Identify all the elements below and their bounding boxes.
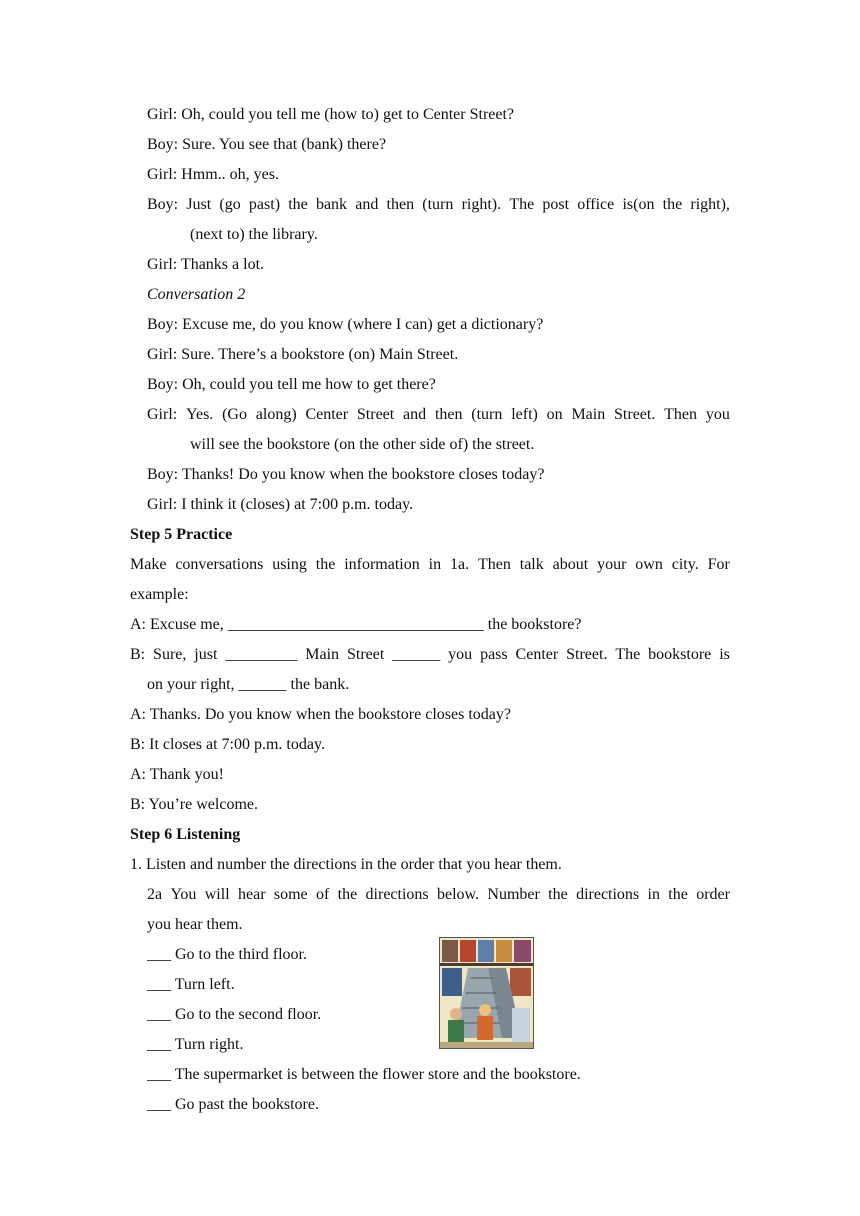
direction-6: ___ Go past the bookstore. (147, 1096, 319, 1113)
step6-item-2a-cont: you hear them. (147, 916, 243, 933)
step5-line-b3: B: You’re welcome. (130, 796, 258, 813)
step5-line-a3: A: Thank you! (130, 766, 224, 783)
direction-4: ___ Turn right. (147, 1036, 244, 1053)
conv1-line-4-word: and (355, 196, 379, 213)
step5-line-b1-word: you (448, 646, 473, 663)
conv1-line-4-word: is(on (622, 196, 655, 213)
direction-5: ___ The supermarket is between the flower store and the bookstore. (147, 1066, 581, 1083)
step6-item-2a-word: directions (576, 886, 640, 903)
step6-item-2a-word: directions (365, 886, 429, 903)
step5-line-b1-word: ______ (392, 646, 441, 663)
conv2-line-2: Girl: Sure. There’s a bookstore (on) Main Street. (147, 346, 459, 363)
step5-instructions-word: using (272, 556, 307, 573)
step-6-title: Step 6 Listening (130, 826, 241, 843)
step5-instructions-word: in (428, 556, 442, 573)
conv1-line-4-word: office (577, 196, 615, 213)
conv2-line-4-word: Yes. (186, 406, 214, 423)
step5-instructions-word: 1a. (449, 556, 470, 573)
conv2-line-1: Boy: Excuse me, do you know (where I can) get a dictionary? (147, 316, 544, 333)
step5-instructions-word: about (552, 556, 589, 573)
step5-line-b1-word: is (719, 646, 730, 663)
step6-item-2a-word: in (647, 886, 660, 903)
conv1-line-4-word: past) (248, 196, 281, 213)
conv2-line-4-word: along) (255, 406, 297, 423)
conv2-line-5: Boy: Thanks! Do you know when the bookstore closes today? (147, 466, 545, 483)
conv1-line-4-cont: (next to) the library. (190, 226, 318, 243)
step5-line-b1-word: Main (305, 646, 340, 663)
step6-item-2a-word: the (548, 886, 568, 903)
conv2-line-4-word: Girl: (147, 406, 178, 423)
direction-1: ___ Go to the third floor. (147, 946, 307, 963)
conv2-line-4-word: Then (664, 406, 698, 423)
conv1-line-4-word: Just (186, 196, 212, 213)
conv2-line-4-word: Center (305, 406, 349, 423)
mall-escalator-illustration (439, 937, 534, 1049)
conv2-line-3: Boy: Oh, could you tell me how to get there? (147, 376, 436, 393)
step6-item-2a-word: order (696, 886, 730, 903)
conv1-line-4 (147, 195, 730, 215)
conv2-line-6: Girl: I think it (closes) at 7:00 p.m. today. (147, 496, 414, 513)
conv2-line-4-word: you (705, 406, 730, 423)
conv1-line-4-word: (turn (422, 196, 454, 213)
conv2-line-4-word: (Go (222, 406, 247, 423)
step5-instructions-word: the (315, 556, 336, 573)
conv1-line-2: Boy: Sure. You see that (bank) there? (147, 136, 387, 153)
step5-line-a2: A: Thanks. Do you know when the bookstore closes today? (130, 706, 511, 723)
step5-instructions-word: city. (671, 556, 699, 573)
conv2-line-4-word: on (546, 406, 563, 423)
step6-item-2a-word: the (668, 886, 688, 903)
step5-instructions-cont: example: (130, 586, 189, 603)
step5-line-b1-word: Street (346, 646, 385, 663)
step5-line-b1-word: Street. (566, 646, 608, 663)
step-5-title: Step 5 Practice (130, 526, 233, 543)
conv1-line-4-word: right). (461, 196, 502, 213)
conv1-line-5: Girl: Thanks a lot. (147, 256, 265, 273)
conv1-line-4-word: The (509, 196, 535, 213)
step5-line-b1 (130, 645, 730, 665)
step5-line-b1-cont: on your right, ______ the bank. (147, 676, 350, 693)
step5-instructions (130, 555, 730, 575)
conv2-line-4-word: Street. (614, 406, 656, 423)
step6-item-2a-word: below. (436, 886, 480, 903)
step5-line-a1: A: Excuse me, ________________________________ the bookstore? (130, 616, 582, 633)
step5-instructions-word: own (635, 556, 663, 573)
step6-item-2a-word: the (337, 886, 358, 903)
step6-item-2a-word: Number (487, 886, 540, 903)
conv1-line-4-word: (go (219, 196, 241, 213)
conv2-line-4-word: (turn (471, 406, 503, 423)
step5-line-b1-word: Center (515, 646, 559, 663)
direction-3: ___ Go to the second floor. (147, 1006, 322, 1023)
step5-line-b1-word: The (615, 646, 641, 663)
step5-instructions-word: Then (477, 556, 511, 573)
conv1-line-4-word: right), (690, 196, 730, 213)
step6-item-2a (147, 885, 730, 905)
conv1-line-4-word: then (386, 196, 415, 213)
conv1-line-4-word: the (288, 196, 308, 213)
step5-line-b1-word: _________ (225, 646, 298, 663)
step6-item-1: 1. Listen and number the directions in the order that you hear them. (130, 856, 562, 873)
conv1-line-4-word: bank (315, 196, 348, 213)
step5-instructions-word: For (707, 556, 730, 573)
step5-instructions-word: conversations (175, 556, 264, 573)
step6-item-2a-word: some (273, 886, 308, 903)
conv2-line-4-word: then (434, 406, 463, 423)
step5-instructions-word: Make (130, 556, 167, 573)
conv2-line-4-word: Street (356, 406, 395, 423)
conv1-line-4-word: Boy: (147, 196, 179, 213)
conv2-line-4 (147, 405, 730, 425)
step5-line-b1-word: Sure, (153, 646, 187, 663)
conversation-2-heading: Conversation 2 (147, 286, 246, 303)
step5-instructions-word: talk (519, 556, 544, 573)
step6-item-2a-word: You (170, 886, 197, 903)
conv2-line-4-word: Main (571, 406, 606, 423)
step6-item-2a-word: 2a (147, 886, 163, 903)
conv1-line-3: Girl: Hmm.. oh, yes. (147, 166, 279, 183)
step6-item-2a-word: hear (237, 886, 266, 903)
step6-item-2a-word: will (204, 886, 230, 903)
step5-line-b1-word: bookstore (648, 646, 712, 663)
conv2-line-4-cont: will see the bookstore (on the other side of) the street. (190, 436, 535, 453)
step5-line-b1-word: pass (480, 646, 508, 663)
step5-line-b2: B: It closes at 7:00 p.m. today. (130, 736, 325, 753)
conv2-line-4-word: left) (511, 406, 538, 423)
conv1-line-1: Girl: Oh, could you tell me (how to) get to Center Street? (147, 106, 515, 123)
step5-instructions-word: information (344, 556, 420, 573)
step5-line-b1-word: B: (130, 646, 146, 663)
step5-instructions-word: your (597, 556, 627, 573)
conv1-line-4-word: post (542, 196, 570, 213)
conv2-line-4-word: and (403, 406, 427, 423)
step6-item-2a-word: of (315, 886, 330, 903)
step5-line-b1-word: just (194, 646, 218, 663)
conv1-line-4-word: the (662, 196, 683, 213)
direction-2: ___ Turn left. (147, 976, 235, 993)
